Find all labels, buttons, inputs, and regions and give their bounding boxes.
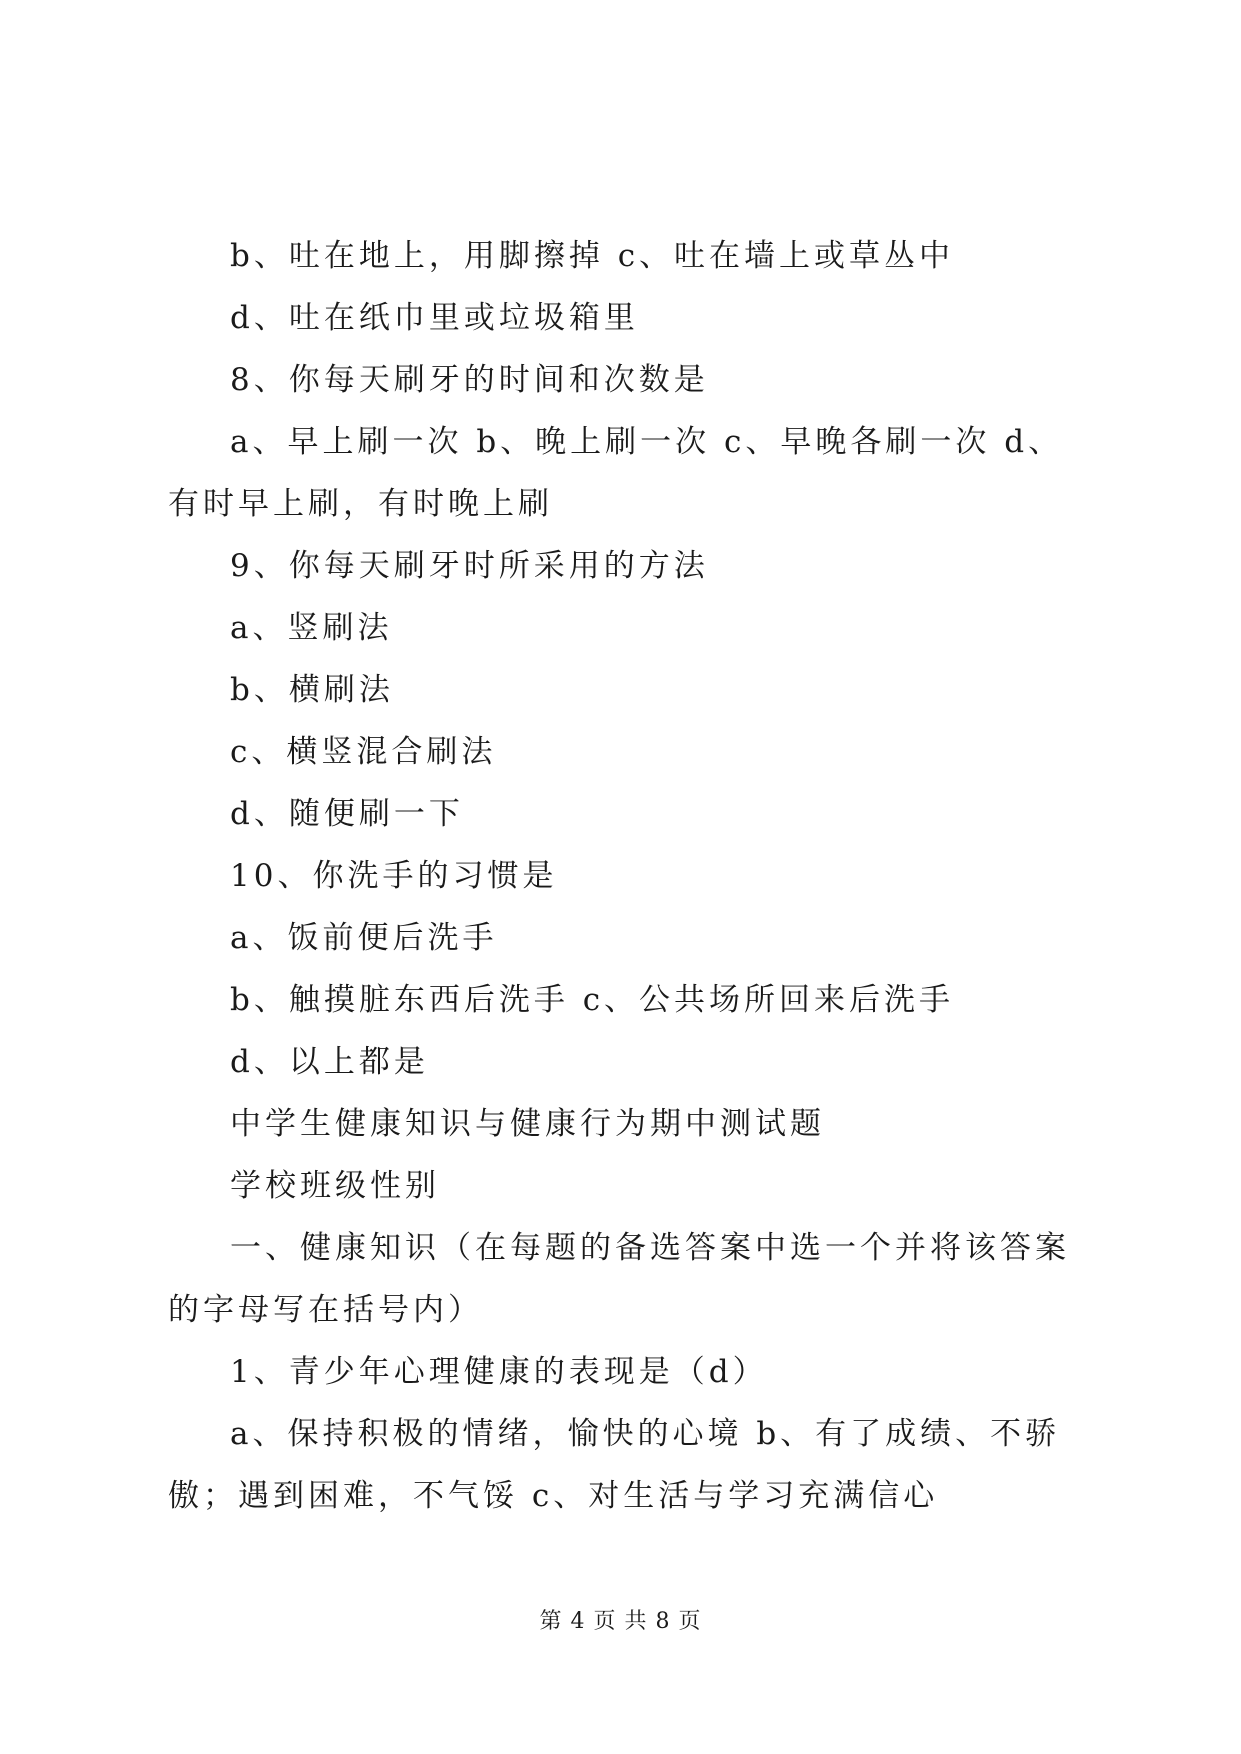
text-line: d、以上都是	[230, 1044, 429, 1080]
question-line: 1、青少年心理健康的表现是（d）	[230, 1354, 768, 1390]
text-line: b、触摸脏东西后洗手 c、公共场所回来后洗手	[230, 982, 955, 1018]
page-number-footer: 第 4 页 共 8 页	[539, 1609, 702, 1634]
text-line: a、竖刷法	[230, 610, 393, 646]
text-paragraph: a、早上刷一次 b、晚上刷一次 c、早晚各刷一次 d、有时早上刷，有时晚上刷	[168, 424, 1064, 522]
text-line: c、横竖混合刷法	[230, 734, 497, 770]
section-title: 中学生健康知识与健康行为期中测试题	[230, 1106, 825, 1142]
text-line: b、吐在地上，用脚擦掉 c、吐在墙上或草丛中	[230, 238, 955, 274]
document-body	[168, 225, 1078, 1527]
text-line: d、随便刷一下	[230, 796, 464, 832]
text-line: 9、你每天刷牙时所采用的方法	[230, 548, 709, 584]
text-line: b、横刷法	[230, 672, 394, 708]
text-line: d、吐在纸巾里或垃圾箱里	[230, 300, 639, 336]
answer-options: a、保持积极的情绪，愉快的心境 b、有了成绩、不骄傲；遇到困难，不气馁 c、对生活与学习充满信心	[168, 1416, 1061, 1514]
text-line: 8、你每天刷牙的时间和次数是	[230, 362, 709, 398]
student-info-line: 学校班级性别	[230, 1168, 440, 1204]
text-line: 10、你洗手的习惯是	[230, 858, 558, 894]
text-line: a、饭前便后洗手	[230, 920, 498, 956]
section-heading: 一、健康知识（在每题的备选答案中选一个并将该答案的字母写在括号内）	[168, 1230, 1070, 1328]
